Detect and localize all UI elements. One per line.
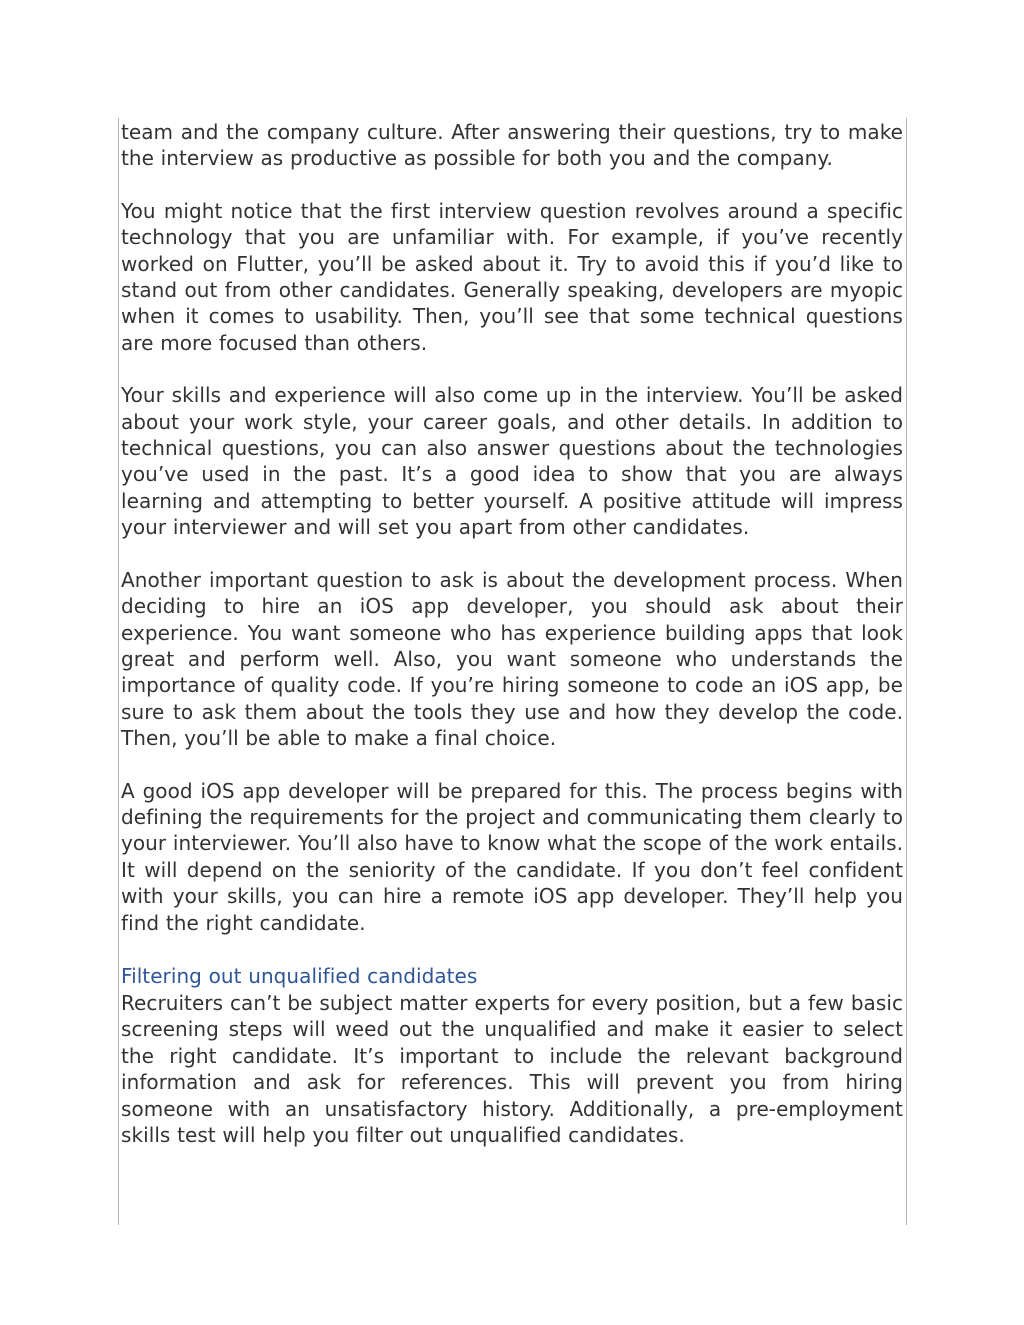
paragraph-2: You might notice that the first interview question revolves around a specific technology that you are unfamiliar with. For example, if you’ve recently worked on Flutter, you’ll be asked about it. Try to avoid this if you’d like to stand out from other candidates. Generally speaking, developers are myopic when it comes to usability. Then, you’ll see that some technical questions are more focused than others. bbox=[121, 198, 903, 355]
document-body bbox=[121, 119, 903, 1174]
section-heading: Filtering out unqualified candidates bbox=[121, 963, 478, 988]
section-paragraph: Recruiters can’t be subject matter experts for every position, but a few basic screening steps will weed out the unqualified and make it easier to select the right candidate. It’s important to include the relevant background information and ask for references. This will prevent you from hiring someone with an unsatisfactory history. Additionally, a pre-employment skills test will help you filter out unqualified candidates. bbox=[121, 990, 903, 1147]
paragraph-1: team and the company culture. After answering their questions, try to make the interview as productive as possible for both you and the company. bbox=[121, 120, 903, 171]
paragraph-5: A good iOS app developer will be prepared for this. The process begins with defining the requirements for the project and communicating them clearly to your interviewer. You’ll also have to know what the scope of the work entails. It will depend on the seniority of the candidate. If you don’t feel confident with your skills, you can hire a remote iOS app developer. They’ll help you find the right candidate. bbox=[121, 778, 903, 935]
paragraph-4: Another important question to ask is about the development process. When deciding to hire an iOS app developer, you should ask about their experience. You want someone who has experience building apps that look great and perform well. Also, you want someone who understands the importance of quality code. If you’re hiring someone to code an iOS app, be sure to ask them about the tools they use and how they develop the code. Then, you’ll be able to make a final choice. bbox=[121, 567, 903, 751]
left-border-line bbox=[118, 118, 119, 1225]
right-border-line bbox=[906, 118, 907, 1225]
paragraph-3: Your skills and experience will also come up in the interview. You’ll be asked about your work style, your career goals, and other details. In addition to technical questions, you can also answer questions about the technologies you’ve used in the past. It’s a good idea to show that you are always learning and attempting to better yourself. A positive attitude will impress your interviewer and will set you apart from other candidates. bbox=[121, 383, 903, 540]
